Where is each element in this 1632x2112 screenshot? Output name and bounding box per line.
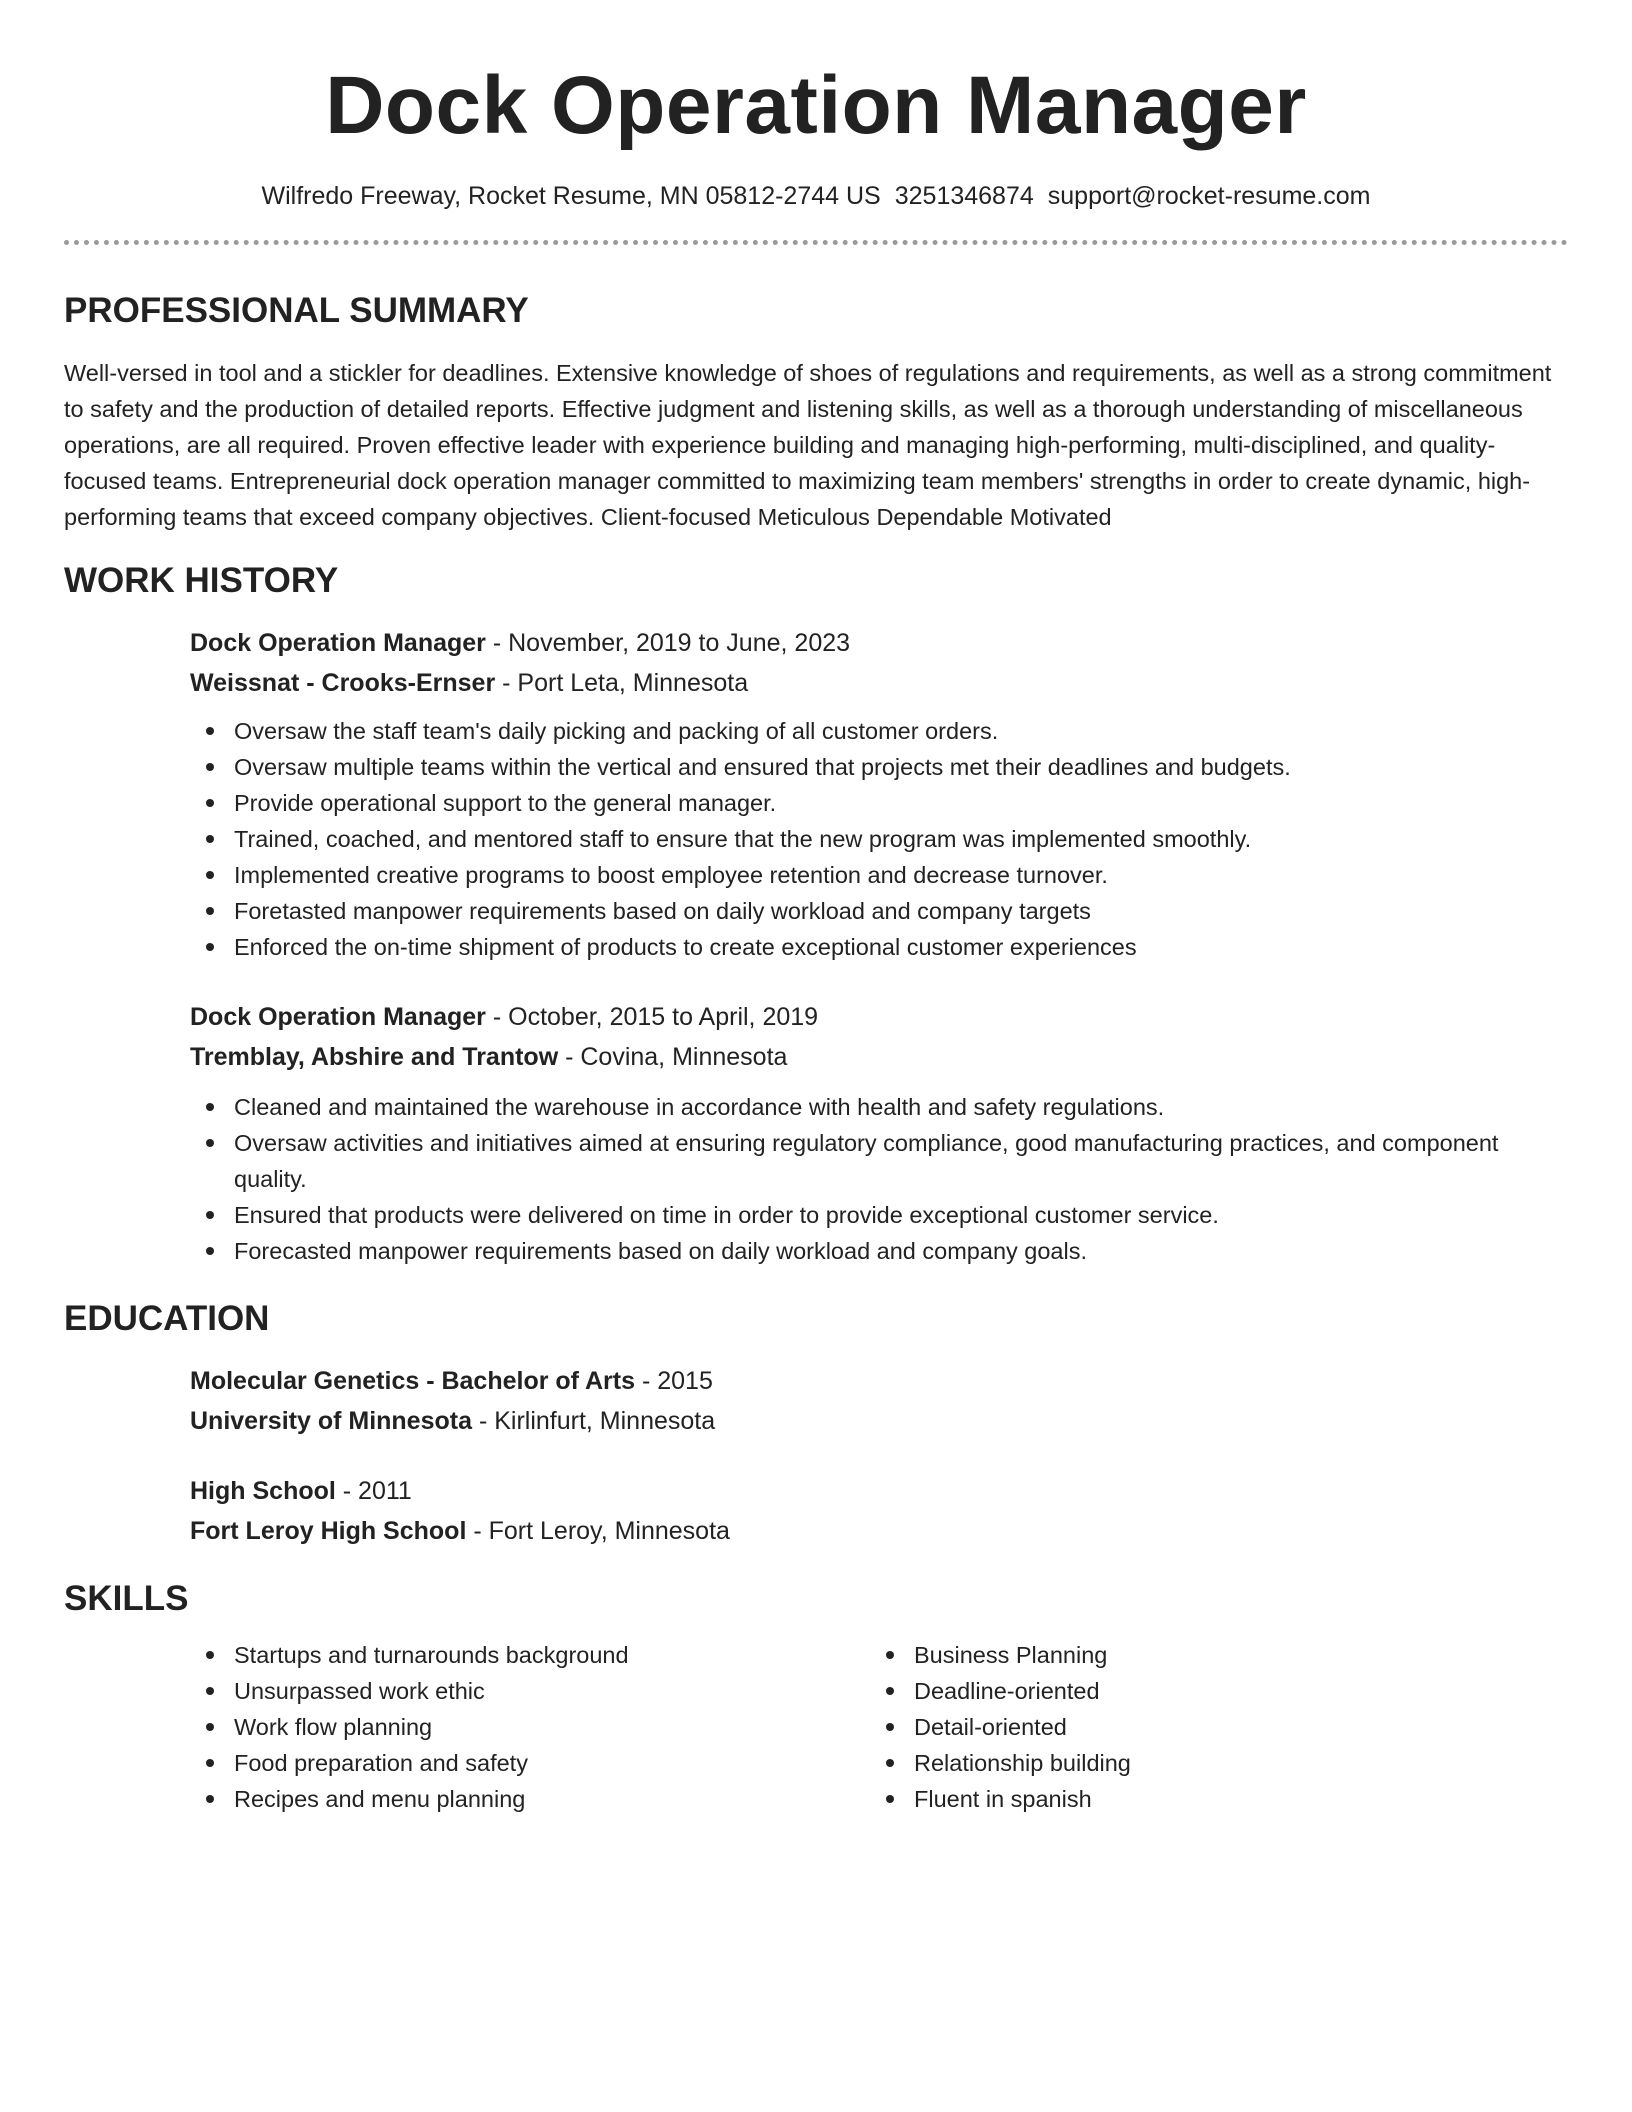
skill-item: Deadline-oriented bbox=[870, 1673, 1550, 1709]
header-divider bbox=[64, 240, 1568, 245]
job-bullets bbox=[190, 1089, 1568, 1269]
job-entry bbox=[190, 997, 1568, 1269]
education-degree-line bbox=[190, 1471, 1568, 1511]
education-school-line bbox=[190, 1511, 1568, 1551]
skill-item: Business Planning bbox=[870, 1637, 1550, 1673]
job-bullet: Foretasted manpower requirements based on daily workload and company targets bbox=[190, 893, 1568, 929]
work-history-title: WORK HISTORY bbox=[64, 561, 339, 600]
education-location: - Fort Leroy, Minnesota bbox=[466, 1517, 730, 1545]
summary-text: Well-versed in tool and a stickler for deadlines. Extensive knowledge of shoes of regulations and requirements, as well as a strong commitment to safety and the production of detailed reports. Effective judgment and listening skills, as well as a thorough understanding of miscellaneous operations, are all required. Proven effective leader with experience building and managing high-performing, multi-disciplined, and quality-focused teams. Entrepreneurial dock operation manager committed to maximizing team members' strengths in order to create dynamic, high-performing teams that exceed company objectives. Client-focused Meticulous Dependable Motivated bbox=[64, 360, 1552, 530]
education-year: - 2015 bbox=[635, 1367, 713, 1395]
job-location: - Covina, Minnesota bbox=[558, 1043, 788, 1071]
job-title-line bbox=[190, 623, 1568, 663]
skill-item: Detail-oriented bbox=[870, 1709, 1550, 1745]
skill-item: Work flow planning bbox=[190, 1709, 870, 1745]
skills-grid bbox=[190, 1637, 1568, 1817]
job-bullet: Ensured that products were delivered on time in order to provide exceptional customer service. bbox=[190, 1197, 1568, 1233]
job-company-line bbox=[190, 663, 1568, 703]
job-bullet: Implemented creative programs to boost employee retention and decrease turnover. bbox=[190, 857, 1568, 893]
education-entry bbox=[190, 1361, 1568, 1441]
skill-item: Startups and turnarounds background bbox=[190, 1637, 870, 1673]
contact-email: support@rocket-resume.com bbox=[1047, 182, 1371, 210]
education-school: University of Minnesota bbox=[190, 1407, 472, 1435]
contact-line bbox=[64, 180, 1568, 212]
job-bullet: Trained, coached, and mentored staff to ensure that the new program was implemented smoothly. bbox=[190, 821, 1568, 857]
skill-item: Relationship building bbox=[870, 1745, 1550, 1781]
job-bullet: Oversaw the staff team's daily picking and packing of all customer orders. bbox=[190, 713, 1568, 749]
education-degree: High School bbox=[190, 1477, 336, 1505]
contact-address: Wilfredo Freeway, Rocket Resume, MN 05812-2744 US bbox=[261, 182, 881, 210]
education-year: - 2011 bbox=[335, 1477, 412, 1505]
job-title-line bbox=[190, 997, 1568, 1037]
education-entry bbox=[190, 1471, 1568, 1551]
job-bullet: Cleaned and maintained the warehouse in accordance with health and safety regulations. bbox=[190, 1089, 1568, 1125]
skill-item: Recipes and menu planning bbox=[190, 1781, 870, 1817]
job-bullet: Oversaw activities and initiatives aimed at ensuring regulatory compliance, good manufacturing practices, and component quality. bbox=[190, 1125, 1568, 1197]
job-location: - Port Leta, Minnesota bbox=[495, 669, 749, 697]
job-role: Dock Operation Manager bbox=[190, 1003, 486, 1031]
job-bullet: Provide operational support to the general manager. bbox=[190, 785, 1568, 821]
education-title: EDUCATION bbox=[64, 1299, 270, 1338]
job-company: Tremblay, Abshire and Trantow bbox=[190, 1043, 559, 1071]
job-company-line bbox=[190, 1037, 1568, 1077]
education-degree-line bbox=[190, 1361, 1568, 1401]
job-bullet: Oversaw multiple teams within the vertical and ensured that projects met their deadlines and budgets. bbox=[190, 749, 1568, 785]
skill-item: Unsurpassed work ethic bbox=[190, 1673, 870, 1709]
skill-item: Fluent in spanish bbox=[870, 1781, 1550, 1817]
job-dates: - October, 2015 to April, 2019 bbox=[485, 1003, 819, 1031]
education-location: - Kirlinfurt, Minnesota bbox=[472, 1407, 716, 1435]
contact-phone: 3251346874 bbox=[894, 182, 1034, 210]
resume-name: Dock Operation Manager bbox=[325, 60, 1307, 151]
summary-title: PROFESSIONAL SUMMARY bbox=[64, 291, 529, 330]
skills-right-column bbox=[870, 1637, 1550, 1817]
job-dates: - November, 2019 to June, 2023 bbox=[485, 629, 851, 657]
job-company: Weissnat - Crooks-Ernser bbox=[190, 669, 496, 697]
job-bullet: Enforced the on-time shipment of products to create exceptional customer experiences bbox=[190, 929, 1568, 965]
skill-item: Food preparation and safety bbox=[190, 1745, 870, 1781]
job-role: Dock Operation Manager bbox=[190, 629, 486, 657]
job-bullets bbox=[190, 713, 1568, 965]
education-school-line bbox=[190, 1401, 1568, 1441]
job-entry bbox=[190, 623, 1568, 965]
education-degree: Molecular Genetics - Bachelor of Arts bbox=[190, 1367, 636, 1395]
skills-left-column bbox=[190, 1637, 870, 1817]
job-bullet: Forecasted manpower requirements based on daily workload and company goals. bbox=[190, 1233, 1568, 1269]
skills-title: SKILLS bbox=[64, 1579, 189, 1618]
education-school: Fort Leroy High School bbox=[190, 1517, 467, 1545]
